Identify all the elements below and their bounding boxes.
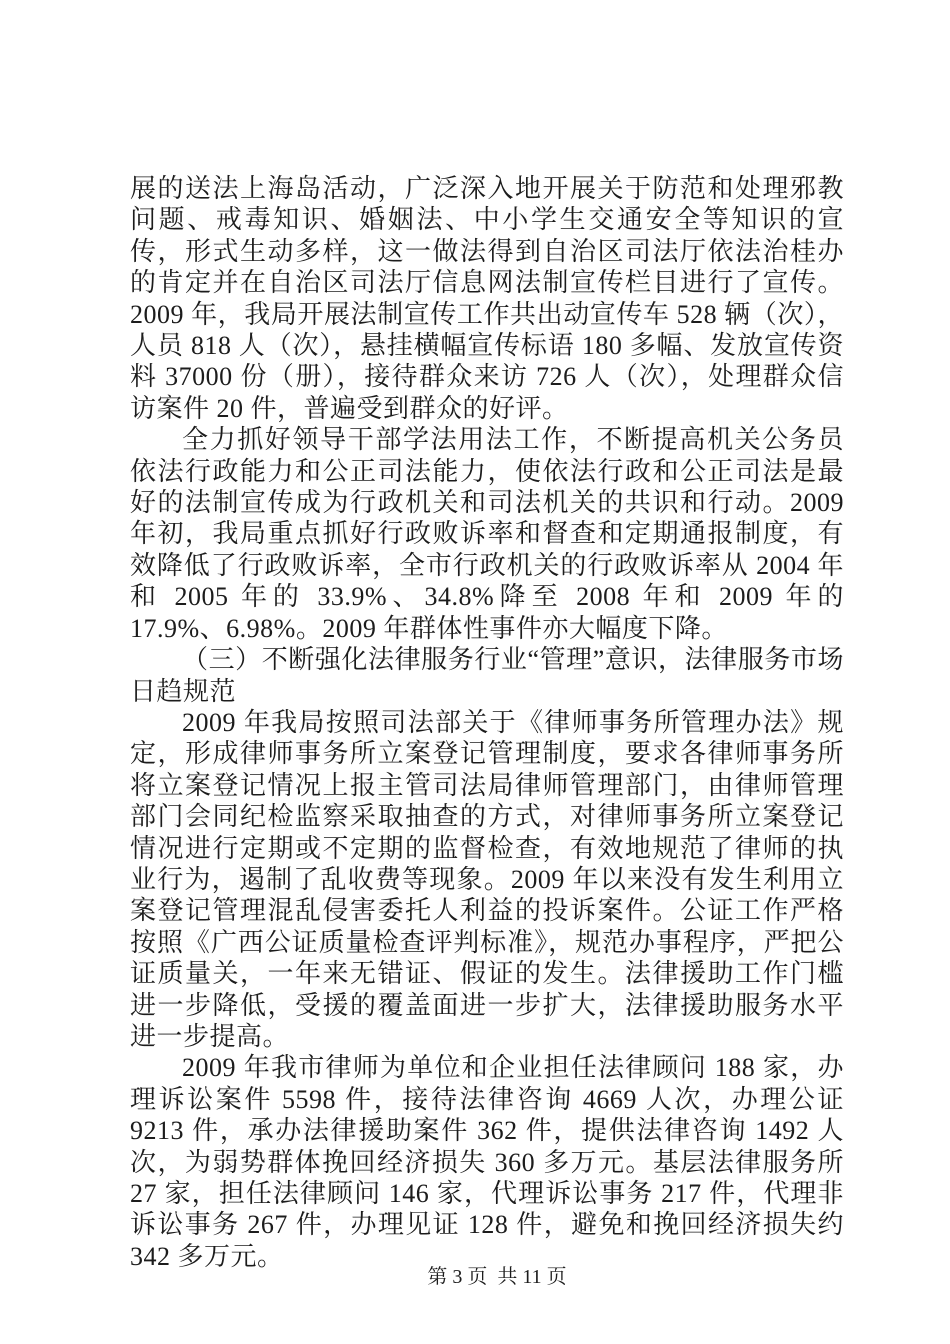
document-body	[130, 173, 844, 1272]
page-footer	[130, 1238, 844, 1316]
paragraph: 全力抓好领导干部学法用法工作，不断提高机关公务员依法行政能力和公正司法能力，使依法行政和公正司法是最好的法制宣传成为行政机关和司法机关的共识和行动。2009 年初，我局重点抓好行政败诉率和督查和定期通报制度，有效降低了行政败诉率，全市行政机关的行政败诉率从 2004 年和 2005 年的 33.9%、34.8%降至 2008 年和 2009 年的 17.9%、6.98%。2009 年群体性事件亦大幅度下降。	[130, 425, 844, 643]
paragraph: 2009 年我局按照司法部关于《律师事务所管理办法》规定，形成律师事务所立案登记管理制度，要求各律师事务所将立案登记情况上报主管司法局律师管理部门，由律师管理部门会同纪检监察采取抽查的方式，对律师事务所立案登记情况进行定期或不定期的监督检查，有效地规范了律师的执业行为，遏制了乱收费等现象。2009 年以来没有发生利用立案登记管理混乱侵害委托人利益的投诉案件。公证工作严格按照《广西公证质量检查评判标准》，规范办事程序，严把公证质量关，一年来无错证、假证的发生。法律援助工作门槛进一步降低，受援的覆盖面进一步扩大，法律援助服务水平进一步提高。	[130, 707, 844, 1051]
paragraph-continuation: 展的送法上海岛活动，广泛深入地开展关于防范和处理邪教问题、戒毒知识、婚姻法、中小学生交通安全等知识的宣传，形式生动多样，这一做法得到自治区司法厅依法治桂办的肯定并在自治区司法厅信息网法制宣传栏目进行了宣传。2009 年，我局开展法制宣传工作共出动宣传车 528 辆（次），人员 818 人（次），悬挂横幅宣传标语 180 多幅、发放宣传资料 37000 份（册），接待群众来访 726 人（次），处理群众信访案件 20 件，普遍受到群众的好评。	[130, 174, 844, 423]
page-number-label: 第 3 页 共 11 页	[427, 1266, 567, 1288]
section-heading-3: （三）不断强化法律服务行业“管理”意识，法律服务市场日趋规范	[130, 645, 844, 706]
paragraph: 2009 年我市律师为单位和企业担任法律顾问 188 家，办理诉讼案件 5598 件，接待法律咨询 4669 人次，办理公证 9213 件，承办法律援助案件 362 件，提供法律咨询 1492 人次，为弱势群体挽回经济损失 360 多万元。基层法律服务所 27 家，担任法律顾问 146 家，代理诉讼事务 217 件，代理非诉讼事务 267 件，办理见证 128 件，避免和挽回经济损失约 342 多万元。	[130, 1053, 844, 1271]
